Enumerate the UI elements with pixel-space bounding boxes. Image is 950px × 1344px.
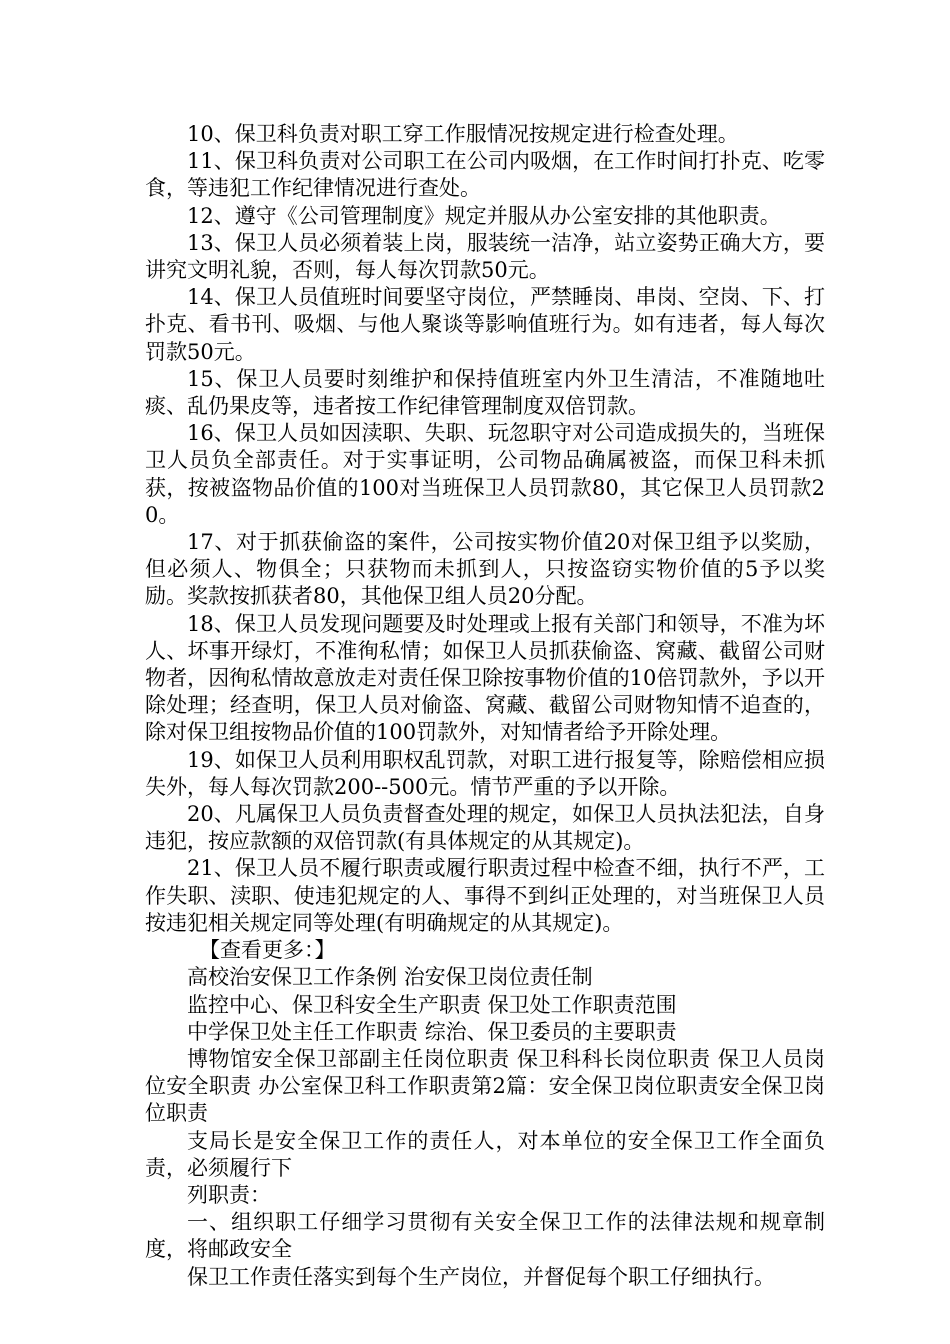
paragraph-20: 20、凡属保卫人员负责督查处理的规定，如保卫人员执法犯法，自身违犯，按应款额的双倍罚款(有具体规定的从其规定)。 <box>145 802 825 854</box>
document-page <box>145 121 825 1291</box>
related-link[interactable]: 保卫处工作职责范围 <box>487 992 677 1017</box>
related-link[interactable]: 博物馆安全保卫部副主任岗位职责 <box>187 1046 510 1071</box>
related-link[interactable]: 高校治安保卫工作条例 <box>187 965 397 990</box>
related-link[interactable]: 保卫科科长岗位职责 <box>517 1046 711 1071</box>
paragraph-17: 17、对于抓获偷盗的案件，公司按实物价值20对保卫组予以奖励，但必须人、物俱全；只获物而未抓到人，只按盗窃实物价值的5予以奖励。奖款按抓获者80，其他保卫组人员20分配。 <box>145 530 825 609</box>
see-more-line-1 <box>145 964 825 991</box>
paragraph-19: 19、如保卫人员利用职权乱罚款，对职工进行报复等，除赔偿相应损失外，每人每次罚款200--500元。情节严重的予以开除。 <box>145 747 825 799</box>
paragraph-16: 16、保卫人员如因渎职、失职、玩忽职守对公司造成损失的，当班保卫人员负全部责任。对于实事证明，公司物品确属被盗，而保卫科未抓获，按被盗物品价值的100对当班保卫人员罚款80，其它保卫人员罚款20。 <box>145 421 825 527</box>
related-link[interactable]: 中学保卫处主任工作职责 <box>187 1019 418 1044</box>
see-more-line-2 <box>145 992 825 1019</box>
body-paragraph: 支局长是安全保卫工作的责任人，对本单位的安全保卫工作全面负责，必须履行下 <box>145 1128 825 1180</box>
paragraph-11: 11、保卫科负责对公司职工在公司内吸烟，在工作时间打扑克、吃零食，等违犯工作纪律情况进行查处。 <box>145 149 825 201</box>
related-link[interactable]: 治安保卫岗位责任制 <box>403 965 593 990</box>
paragraph-18: 18、保卫人员发现问题要及时处理或上报有关部门和领导，不准为坏人、坏事开绿灯，不准徇私情；如保卫人员抓获偷盗、窝藏、截留公司财物者，因徇私情故意放走对责任保卫除按事物价值的10倍罚款外，予以开除处理；经查明，保卫人员对偷盗、窝藏、截留公司财物知情不追查的，除对保卫组按物品价值的100罚款外，对知情者给予开除处理。 <box>145 611 825 745</box>
paragraph-15: 15、保卫人员要时刻维护和保持值班室内外卫生清洁，不准随地吐痰、乱仍果皮等，违者按工作纪律管理制度双倍罚款。 <box>145 366 825 419</box>
body-paragraph: 列职责： <box>187 1182 271 1207</box>
body-paragraph: 一、组织职工仔细学习贯彻有关安全保卫工作的法律法规和规章制度，将邮政安全 <box>145 1210 825 1262</box>
paragraph-10: 10、保卫科负责对职工穿工作服情况按规定进行检查处理。 <box>187 122 739 146</box>
see-more-line-3 <box>145 1019 825 1046</box>
paragraph-14: 14、保卫人员值班时间要坚守岗位，严禁睡岗、串岗、空岗、下、打扑克、看书刊、吸烟、与他人聚谈等影响值班行为。如有违者，每人每次罚款50元。 <box>145 285 825 364</box>
related-link[interactable]: 综治、保卫委员的主要职责 <box>424 1019 677 1044</box>
body-paragraph: 保卫工作责任落实到每个生产岗位，并督促每个职工仔细执行。 <box>187 1264 775 1289</box>
section-heading: 第2篇：安全保卫岗位职责安全保卫岗位职责 <box>145 1074 826 1126</box>
related-link[interactable]: 监控中心、保卫科安全生产职责 <box>187 992 481 1017</box>
paragraph-21: 21、保卫人员不履行职责或履行职责过程中检查不细，执行不严，工作失职、渎职、使违犯规定的人、事得不到纠正处理的，对当班保卫人员按违犯相关规定同等处理(有明确规定的从其规定)。 <box>145 856 825 935</box>
paragraph-13: 13、保卫人员必须着装上岗，服装统一洁净，站立姿势正确大方，要讲究文明礼貌，否则，每人每次罚款50元。 <box>145 230 825 283</box>
paragraph-12: 12、遵守《公司管理制度》规定并服从办公室安排的其他职责。 <box>187 203 781 228</box>
see-more-label: 【查看更多：】 <box>199 938 336 963</box>
related-link[interactable]: 保卫人员岗位安全职责 <box>145 1046 825 1099</box>
related-link[interactable]: 办公室保卫科工作职责 <box>258 1074 472 1099</box>
see-more-line-4 <box>145 1046 825 1128</box>
